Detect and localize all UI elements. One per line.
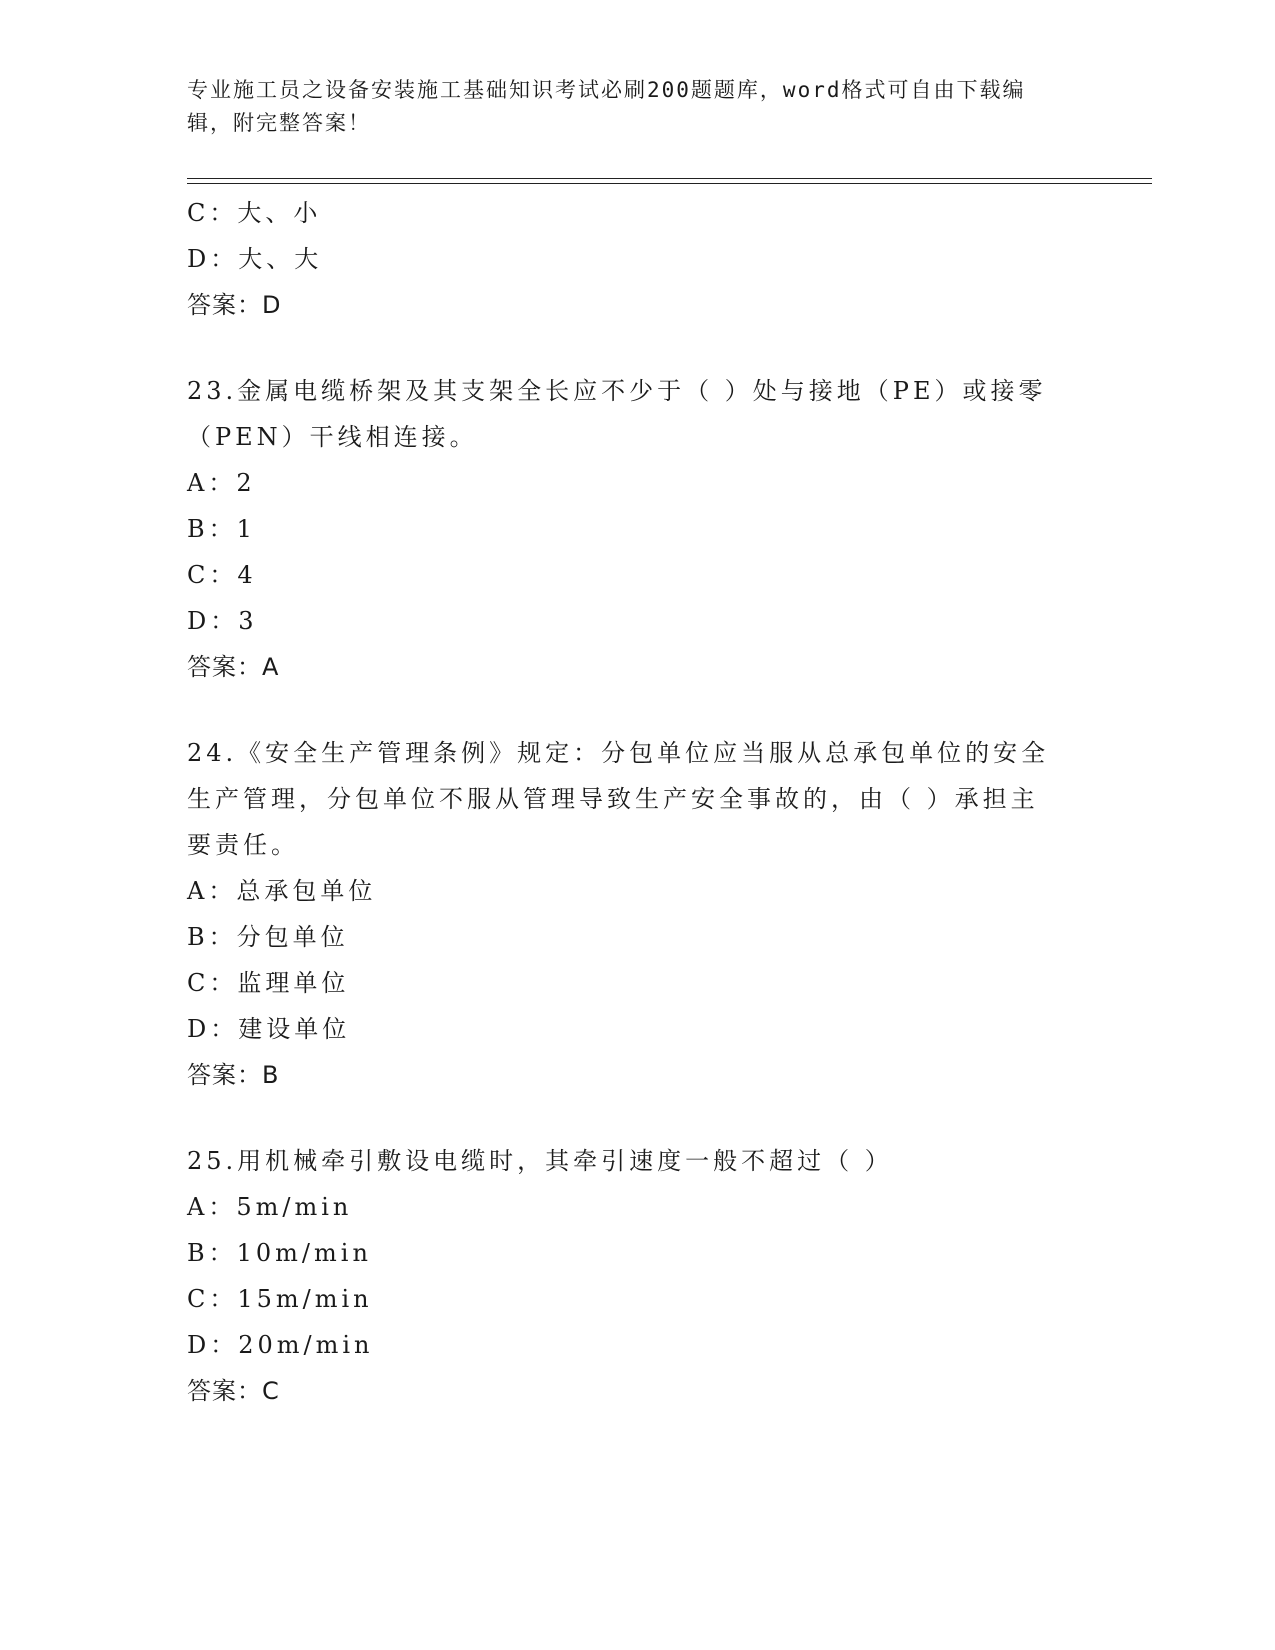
option-b: B：1 bbox=[187, 515, 256, 543]
stem-line: 生产管理，分包单位不服从管理导致生产安全事故的，由（ ）承担主 bbox=[187, 785, 1039, 813]
answer: 答案：D bbox=[187, 291, 282, 319]
document-header bbox=[187, 74, 1067, 140]
option-d: D：3 bbox=[187, 607, 258, 635]
option-b: B：10m/min bbox=[187, 1239, 372, 1267]
stem-line: （PEN）干线相连接。 bbox=[187, 423, 478, 451]
stem-line: 要责任。 bbox=[187, 831, 299, 859]
option-c: C：监理单位 bbox=[187, 969, 350, 997]
option-b: B：分包单位 bbox=[187, 923, 349, 951]
option-c: C：大、小 bbox=[187, 199, 322, 227]
option-d: D：20m/min bbox=[187, 1331, 374, 1359]
question-22 bbox=[187, 190, 1087, 328]
header-divider-bottom bbox=[187, 183, 1152, 184]
option-d: D：建设单位 bbox=[187, 1015, 351, 1043]
option-c: C：15m/min bbox=[187, 1285, 373, 1313]
question-stem bbox=[187, 730, 1087, 868]
stem-line: 23.金属电缆桥架及其支架全长应不少于（ ）处与接地（PE）或接零 bbox=[187, 377, 1047, 405]
question-24 bbox=[187, 730, 1087, 1098]
option-a: A：总承包单位 bbox=[187, 877, 377, 905]
header-divider-top bbox=[187, 178, 1152, 179]
question-23 bbox=[187, 368, 1087, 690]
answer: 答案：C bbox=[187, 1377, 280, 1405]
question-stem bbox=[187, 368, 1087, 460]
stem-line: 24.《安全生产管理条例》规定：分包单位应当服从总承包单位的安全 bbox=[187, 739, 1050, 767]
question-stem: 25.用机械牵引敷设电缆时，其牵引速度一般不超过（ ） bbox=[187, 1147, 893, 1175]
header-title: 专业施工员之设备安装施工基础知识考试必刷200题题库，word格式可自由下载编辑，附完整答案！ bbox=[187, 78, 1026, 135]
option-a: A：2 bbox=[187, 469, 256, 497]
option-c: C：4 bbox=[187, 561, 257, 589]
answer: 答案：B bbox=[187, 1061, 280, 1089]
question-25 bbox=[187, 1138, 1087, 1414]
answer: 答案：A bbox=[187, 653, 280, 681]
option-d: D：大、大 bbox=[187, 245, 323, 273]
question-list bbox=[187, 190, 1087, 1414]
option-a: A：5m/min bbox=[187, 1193, 353, 1221]
